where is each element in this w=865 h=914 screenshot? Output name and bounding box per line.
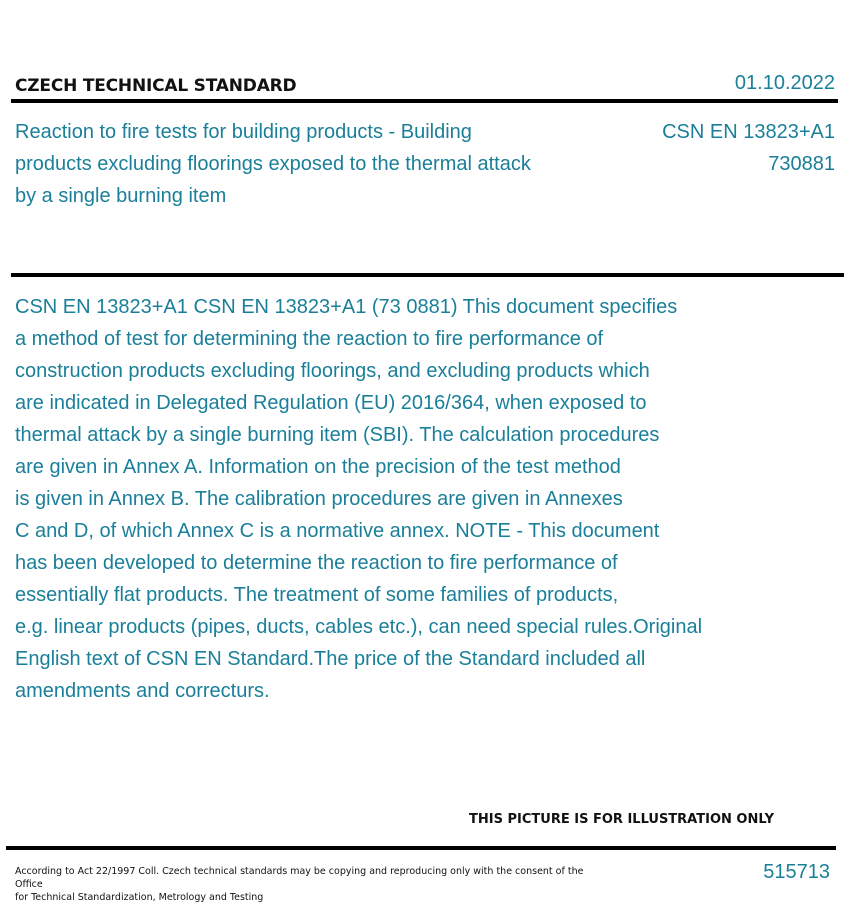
abstract-line: are indicated in Delegated Regulation (EU) 2016/364, when exposed to — [15, 392, 647, 414]
document-id: 515713 — [763, 861, 830, 883]
abstract-line: amendments and correcturs. — [15, 680, 270, 702]
abstract-line: a method of test for determining the reaction to fire performance of — [15, 328, 604, 350]
catalog-number: 730881 — [768, 153, 835, 175]
abstract-line: essentially flat products. The treatment of some families of products, — [15, 584, 619, 606]
abstract-line: C and D, of which Annex C is a normative annex. NOTE - This document — [15, 520, 660, 542]
legal-notice-line: According to Act 22/1997 Coll. Czech technical standards may be copying and reproducing only with the consent of the Office — [15, 866, 584, 890]
standard-code: CSN EN 13823+A1 — [662, 121, 835, 143]
document-title: Reaction to fire tests for building products - Building products excluding floorings exposed to the thermal attack by a single burning item — [15, 121, 531, 207]
illustration-notice: THIS PICTURE IS FOR ILLUSTRATION ONLY — [469, 812, 774, 827]
publication-date: 01.10.2022 — [734, 72, 835, 94]
legal-notice-line: for Technical Standardization, Metrology and Testing — [15, 892, 264, 903]
document-abstract — [15, 291, 760, 707]
abstract-line: construction products excluding floorings, and excluding products which — [15, 360, 650, 382]
abstract-line: e.g. linear products (pipes, ducts, cables etc.), can need special rules.Original — [15, 616, 703, 638]
document-codes — [662, 116, 835, 180]
title-divider — [11, 273, 844, 277]
abstract-line: CSN EN 13823+A1 CSN EN 13823+A1 (73 0881) This document specifies — [15, 296, 678, 318]
abstract-line: thermal attack by a single burning item (SBI). The calculation procedures — [15, 424, 660, 446]
standard-type-heading: CZECH TECHNICAL STANDARD — [15, 76, 297, 96]
header-divider — [11, 99, 838, 103]
footer-divider — [6, 846, 836, 850]
abstract-line: has been developed to determine the reaction to fire performance of — [15, 552, 618, 574]
abstract-line: English text of CSN EN Standard.The price of the Standard included all — [15, 648, 646, 670]
abstract-line: is given in Annex B. The calibration procedures are given in Annexes — [15, 488, 623, 510]
legal-notice — [15, 865, 595, 904]
abstract-line: are given in Annex A. Information on the precision of the test method — [15, 456, 621, 478]
